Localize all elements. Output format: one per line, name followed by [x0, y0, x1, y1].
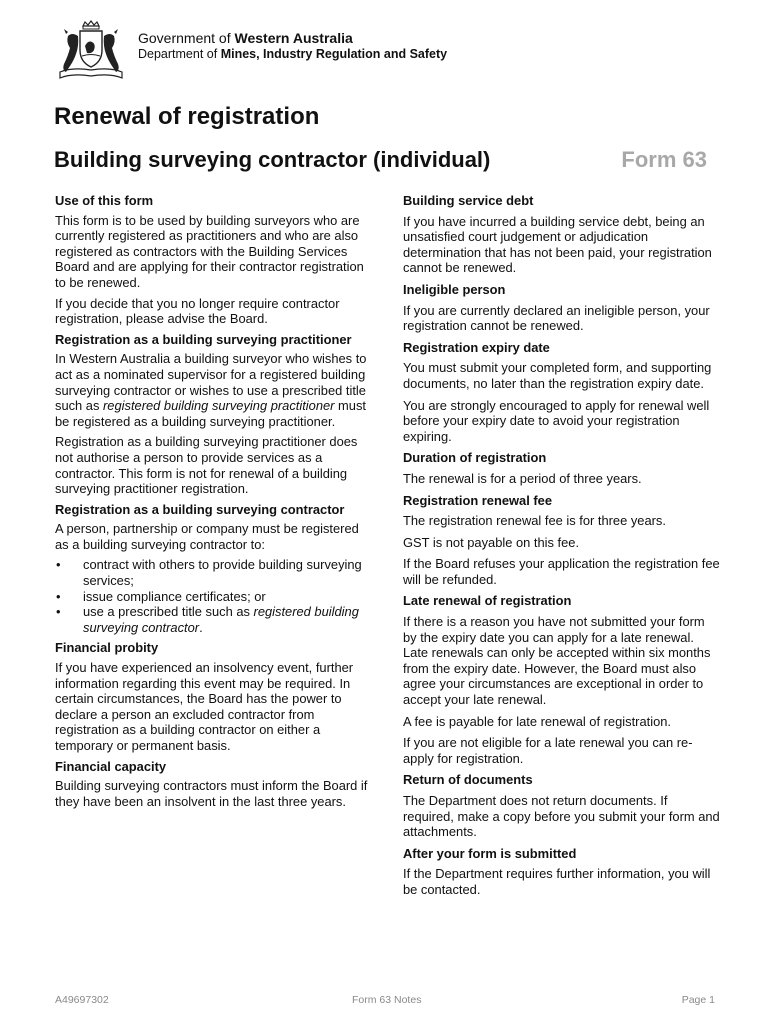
wa-coat-of-arms-logo [52, 20, 130, 82]
return-heading: Return of documents [403, 772, 533, 788]
bullet-item [55, 557, 373, 588]
late-paragraph-1: If there is a reason you have not submitted your form by the expiry date you can apply for a late renewal. Late renewals can only be accepted within six months from the expiry date. However, the Board must also agree your circumstances are exceptional in order to accept your late renewal. [403, 614, 711, 708]
bullet-item [55, 604, 373, 635]
bullet-text: contract with others to provide building surveying services; [83, 557, 362, 589]
use-paragraph-2: If you decide that you no longer require contractor registration, please advise the Board. [55, 295, 340, 327]
practitioner-text-a: In Western Australia a building surveyor who wishes to act as a nominated supervisor for a registered building surveying contractor or wishes to use a prescribed title such as [55, 351, 367, 414]
fee-paragraph-1: The registration renewal fee is for three years. [403, 513, 666, 529]
late-paragraph-3: If you are not eligible for a late renewal you can re-apply for registration. [403, 735, 693, 766]
bullet-text-b: . [199, 619, 203, 635]
practitioner-text-b: must be registered as a building surveying practitioner. [55, 398, 366, 429]
left-column [55, 193, 373, 814]
probity-heading: Financial probity [55, 640, 159, 656]
bullet-text-a: use a prescribed title such as [83, 604, 254, 620]
footer-page-number: Page 1 [681, 994, 715, 1006]
bullet-emphasis: registered building surveying contractor [83, 604, 359, 635]
bullet-dot: • [56, 588, 61, 604]
footer-form-notes: Form 63 Notes [352, 994, 422, 1006]
page-title: Renewal of registration [54, 103, 320, 130]
department-line [138, 47, 447, 62]
dept-name: Mines, Industry Regulation and Safety [220, 47, 448, 61]
bullet-text [83, 604, 359, 635]
fee-paragraph-2: GST is not payable on this fee. [403, 534, 580, 550]
right-column [403, 193, 721, 904]
duration-heading: Duration of registration [403, 450, 547, 466]
bullet-dot: • [56, 557, 61, 573]
contractor-paragraph-1: A person, partnership or company must be registered as a building surveying contractor to: [55, 521, 359, 552]
form-number: Form 63 [621, 147, 707, 172]
late-heading: Late renewal of registration [403, 593, 572, 609]
footer-document-id: A49697302 [55, 994, 109, 1006]
debt-heading: Building service debt [403, 193, 534, 208]
expiry-paragraph-1: You must submit your completed form, and supporting documents, no later than the registration expiry date. [403, 360, 712, 391]
government-line [138, 30, 353, 46]
fee-heading: Registration renewal fee [403, 492, 553, 508]
capacity-heading: Financial capacity [55, 758, 167, 774]
bullet-text: issue compliance certificates; or [83, 588, 266, 604]
after-heading: After your form is submitted [403, 845, 577, 861]
practitioner-title-emphasis: registered building surveying practitioner [103, 398, 335, 414]
use-heading: Use of this form [55, 193, 154, 208]
contractor-heading: Registration as a building surveying contractor [55, 501, 345, 517]
contractor-bullet-list [55, 557, 373, 635]
dept-prefix: Department of [138, 47, 221, 61]
after-paragraph-1: If the Department requires further information, you will be contacted. [403, 866, 711, 897]
capacity-paragraph-1: Building surveying contractors must inform the Board if they have been an insolvent in the last three years. [55, 778, 368, 809]
form-subtitle: Building surveying contractor (individual) [54, 147, 491, 172]
probity-paragraph-1: If you have experienced an insolvency event, further information regarding this event may be required. In certain circumstances, the Board has the power to declare a person an excluded contractor from registration as a building contractor on either a temporary or permanent basis. [55, 660, 354, 753]
fee-paragraph-3: If the Board refuses your application the registration fee will be refunded. [403, 556, 720, 587]
practitioner-paragraph-1 [55, 351, 373, 429]
duration-paragraph-1: The renewal is for a period of three years. [403, 470, 642, 486]
expiry-paragraph-2: You are strongly encouraged to apply for renewal well before your expiry date to avoid your registration expiring. [403, 397, 710, 444]
bullet-dot: • [56, 604, 61, 620]
gov-name: Western Australia [234, 30, 353, 46]
debt-paragraph-1: If you have incurred a building service debt, being an unsatisfied court judgement or adjudication determination that has not been paid, your registration cannot be renewed. [403, 213, 712, 276]
practitioner-heading: Registration as a building surveying practitioner [55, 331, 352, 347]
late-paragraph-2: A fee is payable for late renewal of registration. [403, 713, 671, 729]
use-paragraph-1: This form is to be used by building surveyors who are currently registered as practitioners and who are also registered as contractors with the Building Services Board and are applying for their contractor registration to be renewed. [55, 212, 364, 290]
return-paragraph-1: The Department does not return documents. If required, make a copy before you submit your form and attachments. [403, 793, 720, 840]
expiry-heading: Registration expiry date [403, 339, 550, 355]
bullet-item [55, 589, 373, 605]
ineligible-paragraph-1: If you are currently declared an ineligible person, your registration cannot be renewed. [403, 302, 710, 334]
gov-prefix: Government of [138, 30, 235, 46]
ineligible-heading: Ineligible person [403, 281, 506, 297]
practitioner-paragraph-2: Registration as a building surveying practitioner does not authorise a person to provide services as a contractor. This form is not for renewal of a building surveying practitioner registration. [55, 434, 358, 497]
